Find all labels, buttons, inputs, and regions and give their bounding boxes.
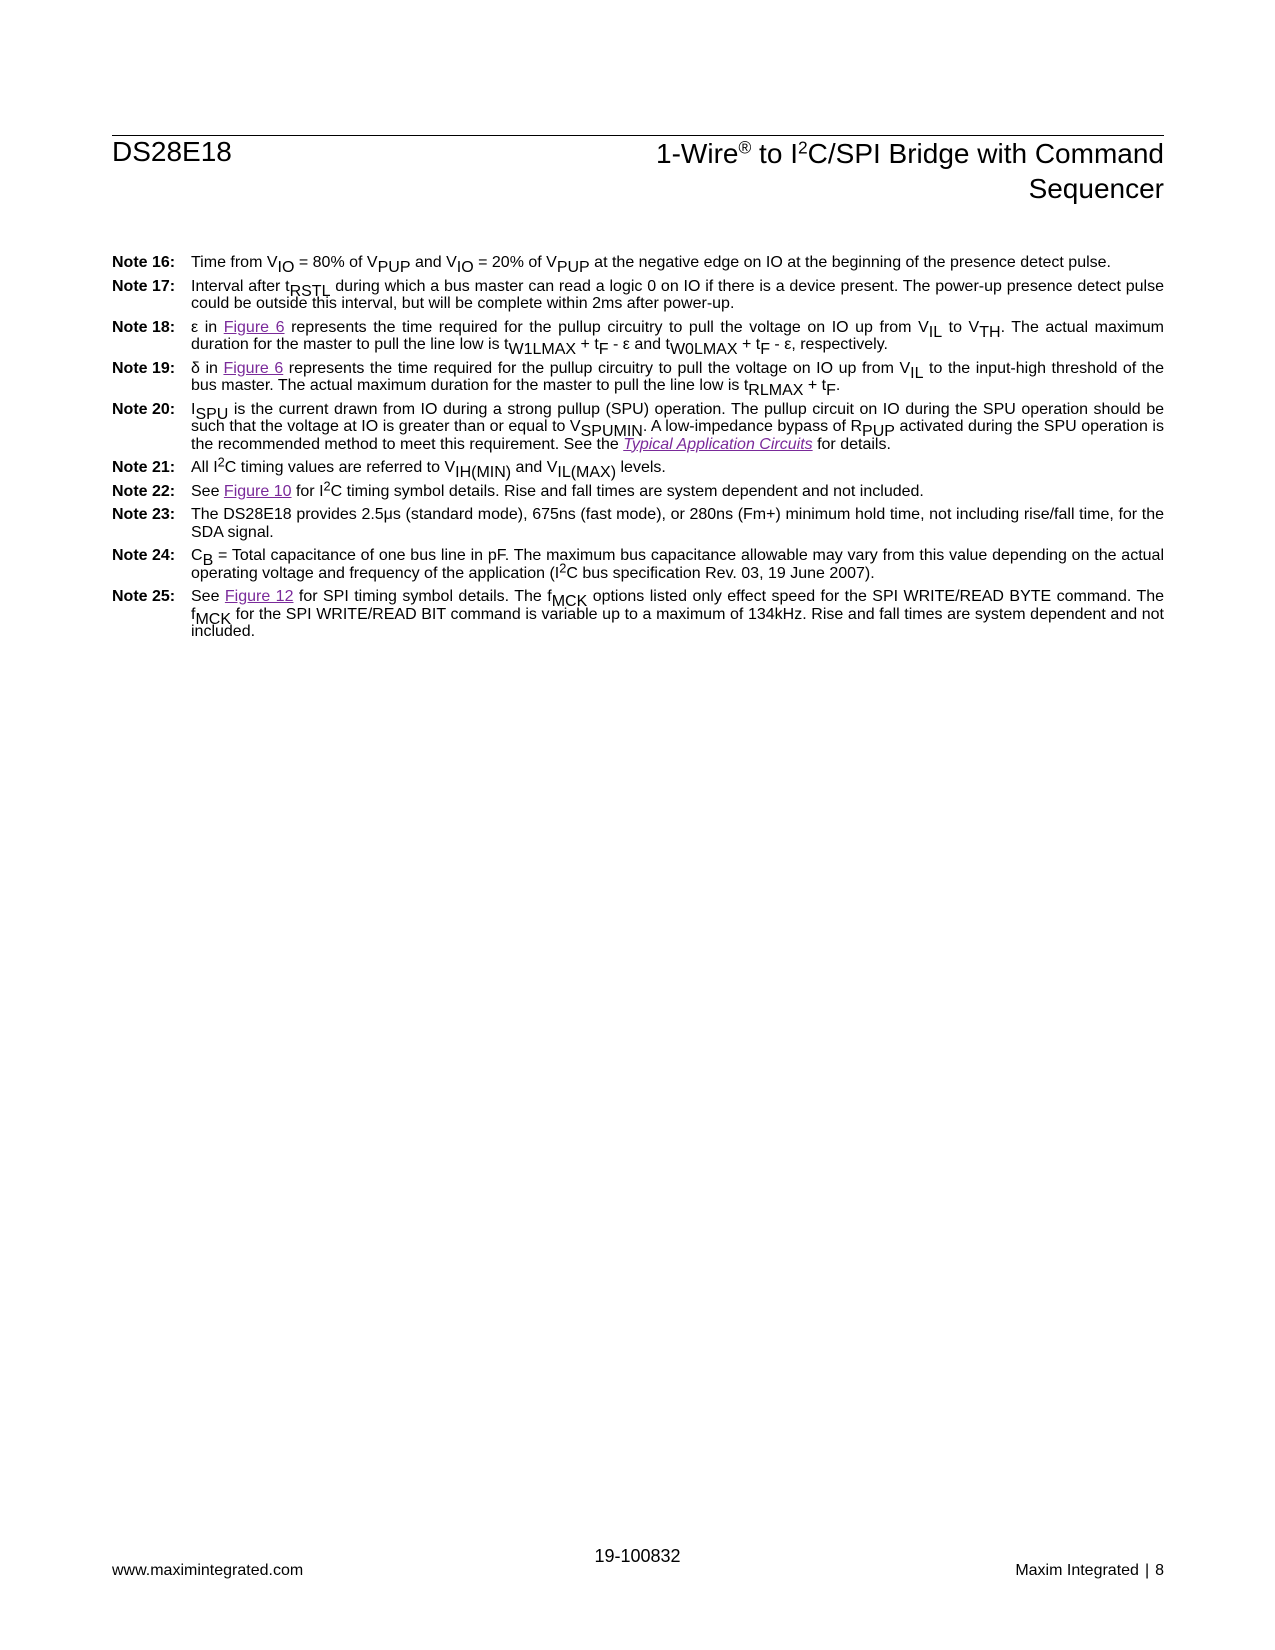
text-run: activated during the SPU operation is the recommended method to meet this requirement. See the [191,418,1164,453]
subscript: RLMAX [748,381,804,399]
subscript: IL(MAX) [557,463,617,481]
subscript: SPUMIN [580,422,643,440]
note-label: Note 22: [112,482,176,500]
subscript: RSTL [289,282,331,300]
note-item [112,254,1164,276]
text-run: is the current drawn from IO during a strong pullup (SPU) operation. The pullup circuit on IO during the SPU operation should be such that the voltage at IO is greater than or equal to V [191,400,1164,435]
text-run: and V [511,459,558,476]
text-run: for I [291,482,324,500]
note-label: Note 16: [112,254,176,271]
note-item [112,318,1164,358]
text-run: during which a bus master can read a logic 0 on IO if there is a device present. The power-up presence detect pulse could be outside this interval, but will be complete within 2ms after power-up. [191,277,1164,312]
text-run: C timing symbol details. Rise and fall times are system dependent and not included. [330,482,924,500]
note-text [191,278,1164,313]
note-item [112,359,1165,399]
text-run: for SPI timing symbol details. The f [293,588,552,605]
note-label: Note 24: [112,547,176,564]
text-run: I [191,400,196,418]
subscript: MCK [195,610,232,628]
title-line-2: Sequencer [1028,173,1164,204]
note-label: Note 17: [112,277,176,295]
title-text-c: C/SPI Bridge with Command [807,138,1164,169]
text-run: + t [803,377,827,394]
note-label: Note 20: [112,400,176,418]
subscript: F [598,340,609,358]
text-run: and V [410,254,457,271]
note-text [191,547,1164,582]
footer-page-info [1015,1562,1164,1580]
title-text-b: to I [751,138,798,169]
text-run: . A low-impedance bypass of R [642,418,863,435]
note-item [112,278,1164,313]
text-run: - ε, respectively. [769,336,888,353]
note-text [191,401,1164,454]
cross-reference-link[interactable]: Figure 6 [223,318,285,336]
superscript: 2 [217,454,225,470]
subscript: PUP [556,258,590,276]
note-text [191,506,1164,541]
title-text-a: 1-Wire [656,138,739,169]
note-item [112,506,1164,541]
text-run: C timing values are referred to V [224,459,456,476]
text-run: = Total capacitance of one bus line in pF. The maximum bus capacitance allowable may vary from this value depending on the actual operating voltage and frequency of the application (I [191,547,1164,582]
note-item [112,477,1164,501]
note-text [191,318,1164,358]
part-number: DS28E18 [112,136,232,167]
note-text [191,254,1164,276]
subscript: IL [910,364,924,382]
text-run: C [191,547,203,564]
text-run: + t [737,336,761,353]
text-run: . [835,377,841,394]
note-item [112,454,1164,481]
text-run: for details. [812,435,891,453]
text-run: Time from V [191,254,278,271]
text-run: represents the time required for the pullup circuitry to pull the voltage on IO up from V [283,359,911,377]
text-run: See [191,588,225,605]
document-title [464,136,1164,206]
note-text [191,477,1164,501]
text-run: δ in [191,359,224,377]
text-run: ε in [191,318,224,336]
text-run: - ε and t [608,336,670,353]
text-run: All I [191,459,218,476]
title-superscript: 2 [797,137,808,158]
note-label: Note 21: [112,459,176,476]
text-run: Interval after t [191,277,290,295]
text-run: The DS28E18 provides 2.5μs (standard mode), 675ns (fast mode), or 280ns (Fm+) minimum hold time, not including rise/fall time, for the SDA signal. [191,506,1164,541]
subscript: F [760,340,770,358]
notes-list [112,254,1164,647]
subscript: IO [277,258,295,276]
page-number: 8 [1155,1562,1164,1579]
text-run: C bus specification Rev. 03, 19 June 2007). [566,564,875,582]
registered-mark: ® [738,137,752,158]
footer-company: Maxim Integrated [1015,1562,1139,1579]
subscript: PUP [862,422,895,440]
text-run: + t [576,336,599,353]
text-run: . The actual maximum duration for the master to pull the line low is t [191,318,1164,353]
text-run: See [191,482,224,500]
note-text [191,359,1165,399]
subscript: W1LMAX [508,340,577,358]
note-label: Note 25: [112,588,176,605]
subscript: W0LMAX [669,340,738,358]
note-label: Note 19: [112,359,176,377]
text-run: levels. [616,459,666,476]
text-run: for the SPI WRITE/READ BIT command is variable up to a maximum of 134kHz. Rise and fall times are system dependent and not included. [191,605,1164,640]
subscript: IL [928,323,943,341]
cross-reference-link[interactable]: Figure 6 [223,359,284,377]
subscript: F [826,381,836,399]
note-text [191,588,1164,641]
note-label: Note 18: [112,318,176,336]
superscript: 2 [559,559,567,575]
subscript: SPU [195,405,229,423]
footer-separator: | [1144,1562,1150,1579]
document-number: 19-100832 [594,1546,681,1566]
text-run: represents the time required for the pullup circuitry to pull the voltage on IO up from V [284,318,929,336]
note-item [112,401,1164,454]
note-label: Note 23: [112,506,176,523]
text-run: = 20% of V [473,254,557,271]
text-run: options listed only effect speed for the SPI WRITE/READ BYTE command. The f [191,588,1165,623]
text-run: at the negative edge on IO at the beginning of the presence detect pulse. [589,254,1111,271]
note-item [112,547,1164,582]
cross-reference-link[interactable]: Figure 10 [223,482,292,500]
text-run: = 80% of V [294,254,378,271]
subscript: PUP [377,258,411,276]
subscript: B [202,551,214,569]
subscript: MCK [551,592,588,610]
footer-website-link[interactable]: www.maximintegrated.com [112,1562,304,1579]
cross-reference-link[interactable]: Figure 12 [224,588,294,605]
note-text [191,454,1164,481]
cross-reference-link[interactable]: Typical Application Circuits [623,435,813,453]
superscript: 2 [323,477,331,493]
text-run: to V [942,318,980,336]
subscript: IO [456,258,474,276]
text-run: to the input-high threshold of the bus master. The actual maximum duration for the master to pull the line low is t [191,359,1165,394]
note-item [112,588,1164,641]
subscript: IH(MIN) [455,463,512,481]
subscript: TH [979,323,1001,341]
